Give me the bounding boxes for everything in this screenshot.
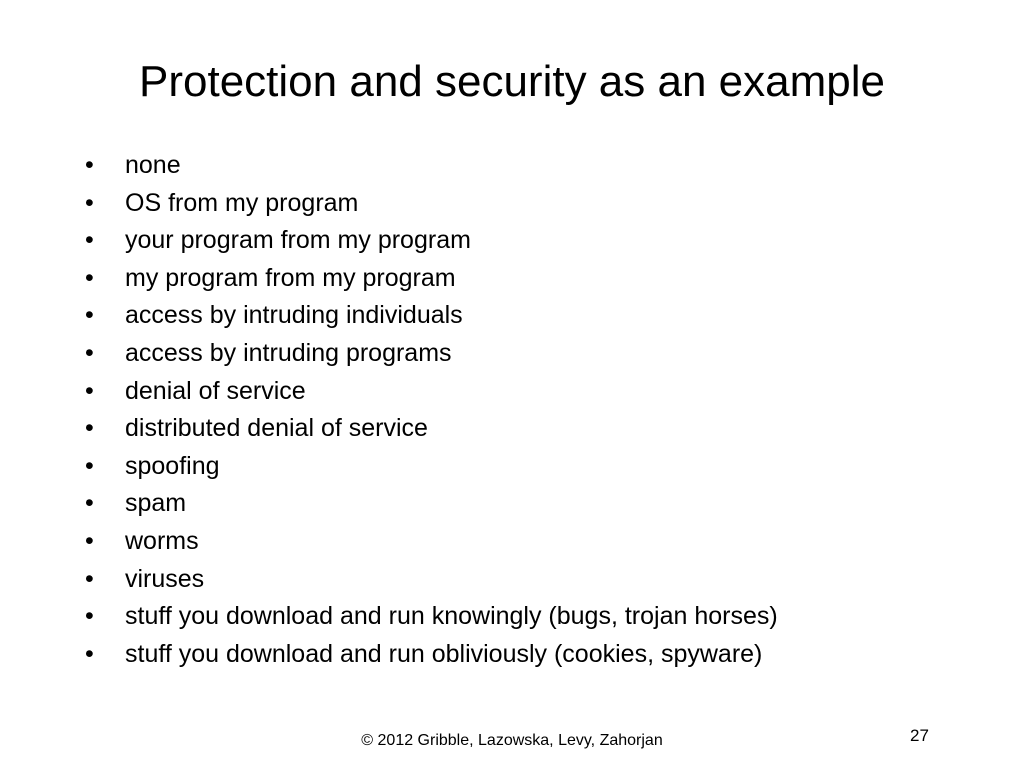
bullet-item xyxy=(85,636,778,674)
bullet-item xyxy=(85,147,778,185)
bullet-item xyxy=(85,523,778,561)
bullet-point-icon: • xyxy=(85,602,94,631)
bullet-text: your program from my program xyxy=(125,226,471,255)
bullet-item xyxy=(85,185,778,223)
page-number: 27 xyxy=(910,726,929,745)
bullet-item xyxy=(85,260,778,298)
bullet-item xyxy=(85,598,778,636)
bullet-point-icon: • xyxy=(85,489,94,518)
bullet-point-icon: • xyxy=(85,226,94,255)
bullet-item xyxy=(85,335,778,373)
bullet-text: stuff you download and run obliviously (cookies, spyware) xyxy=(125,639,763,668)
bullet-item xyxy=(85,410,778,448)
bullet-point-icon: • xyxy=(85,151,94,179)
footer-copyright: © 2012 Gribble, Lazowska, Levy, Zahorjan xyxy=(361,732,663,749)
bullet-text: viruses xyxy=(125,564,205,593)
bullet-text: my program from my program xyxy=(125,263,456,292)
bullet-item xyxy=(85,373,778,411)
bullet-point-icon: • xyxy=(85,564,94,593)
slide-title: Protection and security as an example xyxy=(139,57,885,106)
bullet-point-icon: • xyxy=(85,639,94,668)
bullet-text: spoofing xyxy=(125,451,220,480)
bullet-point-icon: • xyxy=(85,263,94,292)
bullet-text: access by intruding programs xyxy=(125,338,452,367)
bullet-text: access by intruding individuals xyxy=(125,301,463,330)
bullet-point-icon: • xyxy=(85,526,94,555)
bullet-item xyxy=(85,485,778,523)
bullet-point-icon: • xyxy=(85,414,94,443)
bullet-point-icon: • xyxy=(85,376,94,405)
bullet-text: none xyxy=(125,151,181,179)
bullet-item xyxy=(85,448,778,486)
bullet-point-icon: • xyxy=(85,451,94,480)
bullet-item xyxy=(85,561,778,599)
bullet-item xyxy=(85,222,778,260)
bullet-point-icon: • xyxy=(85,338,94,367)
bullet-point-icon: • xyxy=(85,188,94,217)
bullet-text: stuff you download and run knowingly (bugs, trojan horses) xyxy=(125,602,778,631)
bullet-item xyxy=(85,297,778,335)
bullet-point-icon: • xyxy=(85,301,94,330)
bullet-text: distributed denial of service xyxy=(125,414,428,443)
bullet-text: OS from my program xyxy=(125,188,359,217)
bullet-list xyxy=(85,147,778,673)
bullet-text: spam xyxy=(125,489,187,518)
bullet-text: denial of service xyxy=(125,376,306,405)
bullet-text: worms xyxy=(125,526,199,555)
